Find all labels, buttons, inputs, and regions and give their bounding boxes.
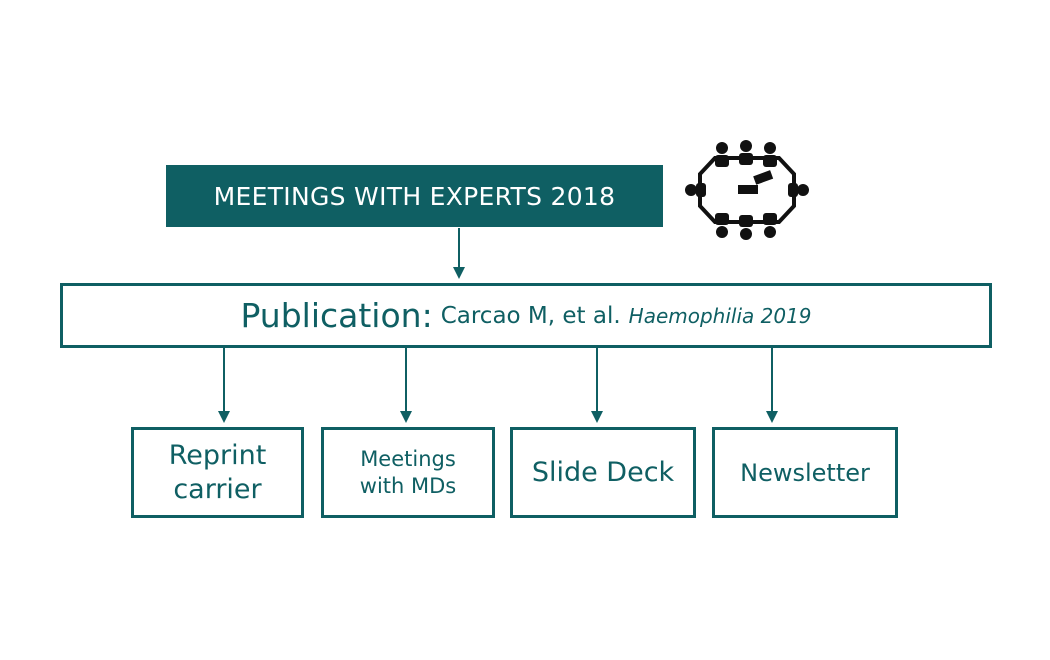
meeting-table-icon	[684, 140, 810, 240]
reprint-carrier-box	[131, 427, 304, 518]
newsletter-box	[712, 427, 898, 518]
meetings-with-mds-label: Meetings with MDs	[359, 447, 457, 498]
publication-box	[60, 283, 992, 348]
meetings-header-box	[166, 165, 663, 227]
publication-label: Publication:	[240, 296, 433, 335]
publication-journal: Haemophilia 2019	[628, 303, 812, 328]
newsletter-label: Newsletter	[740, 458, 870, 487]
publication-authors: Carcao M, et al.	[440, 302, 621, 329]
reprint-carrier-label: Reprint carrier	[168, 439, 267, 505]
slide-deck-label: Slide Deck	[531, 456, 675, 488]
slide-deck-box	[510, 427, 696, 518]
meetings-header-title: MEETINGS WITH EXPERTS 2018	[213, 181, 616, 211]
meetings-with-mds-box	[321, 427, 495, 518]
